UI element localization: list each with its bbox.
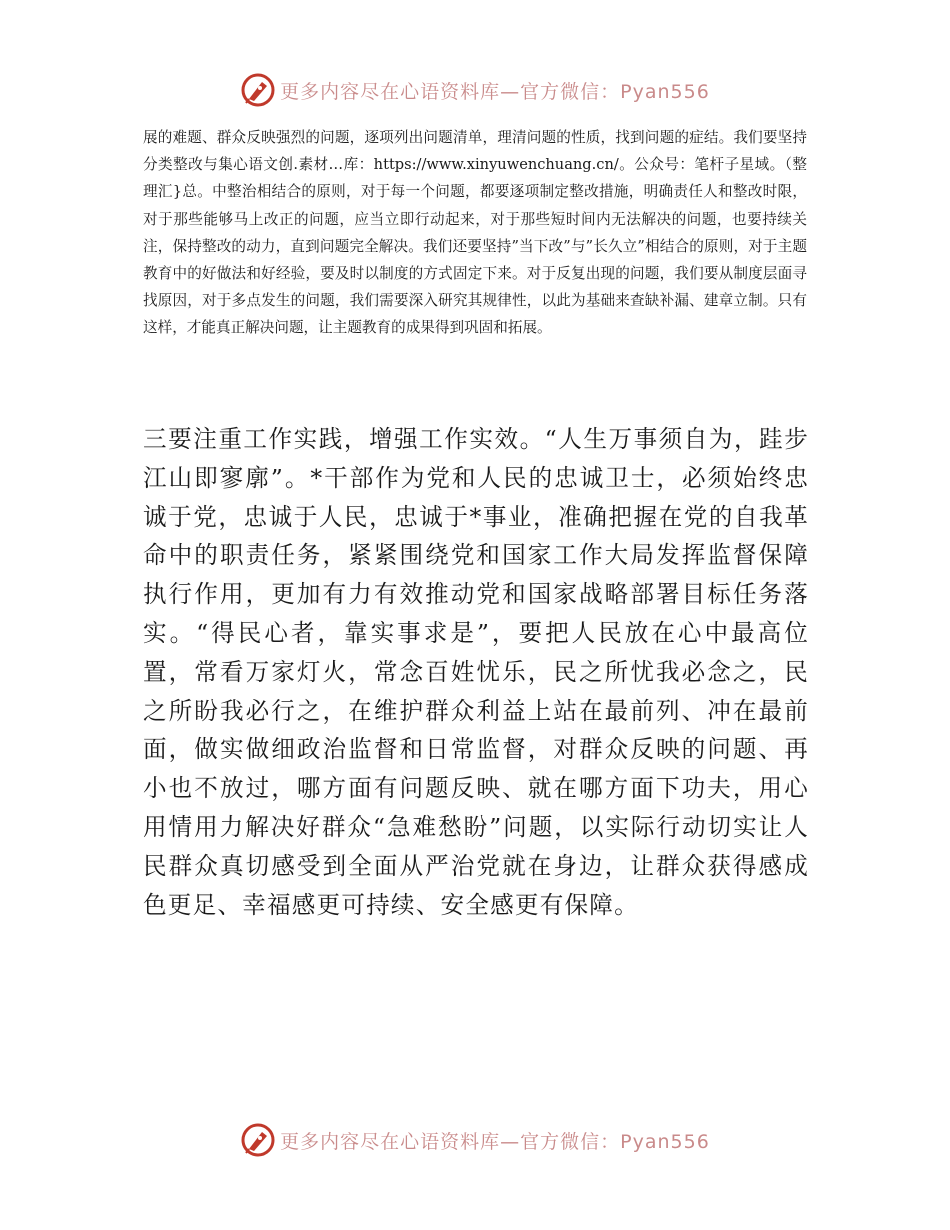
body-paragraph-large: 三要注重工作实践，增强工作实效。“人生万事须自为，跬步江山即寥廓”。*干部作为党和人民的忠诚卫士，必须始终忠诚于党，忠诚于人民，忠诚于*事业，准确把握在党的自我革命中的职责任务，紧紧围绕党和国家工作大局发挥监督保障执行作用，更加有力有效推动党和国家战略部署目标任务落实。“得民心者，靠实事求是”，要把人民放在心中最高位置，常看万家灯火，常念百姓忧乐，民之所忧我必念之，民之所盼我必行之，在维护群众利益上站在最前列、冲在最前面，做实做细政治监督和日常监督，对群众反映的问题、再小也不放过，哪方面有问题反映、就在哪方面下功夫，用心用情用力解决好群众“急难愁盼”问题，以实际行动切实让人民群众真切感受到全面从严治党就在身边，让群众获得感成色更足、幸福感更可持续、安全感更有保障。 [143,425,809,919]
body-paragraph-small: 展的难题、群众反映强烈的问题，逐项列出问题清单，理清问题的性质，找到问题的症结。我们要坚持分类整改与集心语文创.素材…库：https://www.xinyuwenchuang.cn/。公众号：笔杆子星域。（整理汇}总。中整治相结合的原则，对于每一个问题，都要逐项制定整改措施，明确责任人和整改时限，对于那些能够马上改正的问题，应当立即行动起来，对于那些短时间内无法解决的问题，也要持续关注，保持整改的动力，直到问题完全解决。我们还要坚持”当下改”与”长久立”相结合的原则，对于主题教育中的好做法和好经验，要及时以制度的方式固定下来。对于反复出现的问题，我们要从制度层面寻找原因，对于多点发生的问题，我们需要深入研究其规律性，以此为基础来查缺补漏、建章立制。只有这样，才能真正解决问题，让主题教育的成果得到巩固和拓展。 [143,129,807,337]
footer-banner-text: 更多内容尽在心语资料库—官方微信：Pyan556 [280,1130,710,1153]
header-watermark-banner [0,68,950,112]
pen-nib-logo-icon [240,1122,276,1158]
pen-nib-logo-icon [240,72,276,108]
header-banner-text: 更多内容尽在心语资料库—官方微信：Pyan556 [280,80,710,103]
footer-watermark-banner [0,1118,950,1162]
